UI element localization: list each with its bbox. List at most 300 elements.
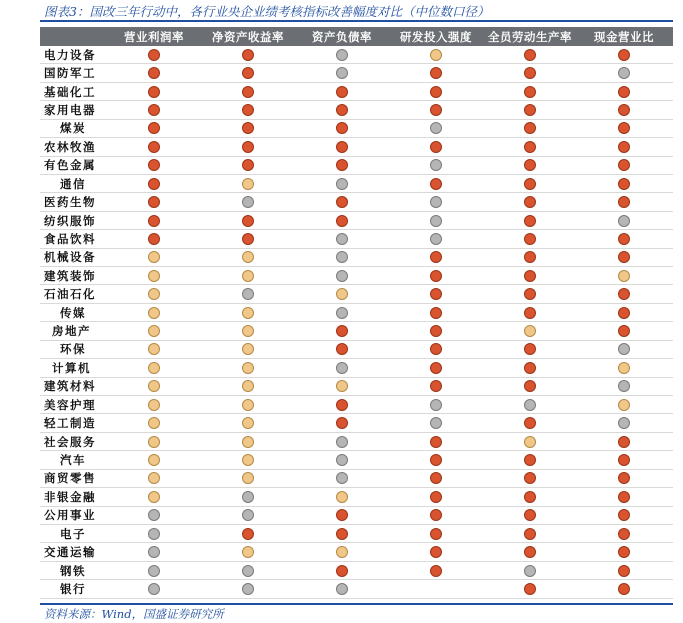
rating-cell [295,159,389,171]
rating-cell [201,362,295,374]
rating-cell [201,399,295,411]
row-label: 机械设备 [44,250,96,265]
rating-cell [295,49,389,61]
red-dot-icon [336,399,348,411]
red-dot-icon [148,49,160,61]
red-dot-icon [430,491,442,503]
gray-dot-icon [148,528,160,540]
rating-cell [201,67,295,79]
rating-cell [107,436,201,448]
red-dot-icon [242,215,254,227]
yellow-dot-icon [618,270,630,282]
rating-cell [389,491,483,503]
gray-dot-icon [430,122,442,134]
gray-dot-icon [336,49,348,61]
rating-cell [107,472,201,484]
rating-cell [295,343,389,355]
rating-cell [107,215,201,227]
red-dot-icon [524,343,536,355]
rating-cell [107,343,201,355]
red-dot-icon [430,307,442,319]
rating-cell [577,565,671,577]
rating-cell [201,122,295,134]
red-dot-icon [148,159,160,171]
row-label: 国防军工 [44,66,96,81]
rating-cell [483,215,577,227]
gray-dot-icon [242,288,254,300]
red-dot-icon [148,196,160,208]
gray-dot-icon [430,417,442,429]
rating-cell [107,454,201,466]
rating-cell [483,288,577,300]
rating-cell [295,104,389,116]
row-label: 传媒 [60,305,86,320]
red-dot-icon [148,141,160,153]
rating-cell [389,307,483,319]
red-dot-icon [430,141,442,153]
rating-cell [577,307,671,319]
gray-dot-icon [242,509,254,521]
gray-dot-icon [336,307,348,319]
rating-cell [295,565,389,577]
rating-cell [295,583,389,595]
table-row [40,249,673,267]
red-dot-icon [430,86,442,98]
rating-cell [201,215,295,227]
red-dot-icon [524,86,536,98]
header-col: 资产负债率 [312,29,372,44]
rating-cell [577,583,671,595]
red-dot-icon [618,233,630,245]
red-dot-icon [148,215,160,227]
red-dot-icon [148,233,160,245]
red-dot-icon [430,343,442,355]
red-dot-icon [524,509,536,521]
yellow-dot-icon [148,417,160,429]
rating-cell [577,472,671,484]
row-label: 建筑材料 [44,379,96,394]
row-label: 纺织服饰 [44,213,96,228]
table-row [40,470,673,488]
rating-cell [577,546,671,558]
red-dot-icon [618,472,630,484]
table-row [40,212,673,230]
red-dot-icon [524,251,536,263]
rating-cell [295,491,389,503]
source-note: 资料来源：Wind，国盛证券研究所 [44,607,224,621]
rating-cell [389,325,483,337]
indicator-table [40,27,673,599]
rating-cell [107,399,201,411]
header-col: 现金营业比 [594,29,654,44]
red-dot-icon [242,528,254,540]
red-dot-icon [524,362,536,374]
row-label: 社会服务 [44,434,96,449]
rating-cell [201,178,295,190]
row-label: 美容护理 [44,397,96,412]
rating-cell [389,251,483,263]
rating-cell [201,565,295,577]
gray-dot-icon [524,565,536,577]
red-dot-icon [336,565,348,577]
rating-cell [295,67,389,79]
row-label: 交通运输 [44,545,96,560]
rating-cell [201,436,295,448]
red-dot-icon [524,288,536,300]
table-body [40,46,673,599]
rating-cell [389,380,483,392]
rating-cell [107,528,201,540]
red-dot-icon [336,141,348,153]
rating-cell [389,215,483,227]
table-row [40,543,673,561]
rating-cell [295,307,389,319]
rating-cell [201,325,295,337]
row-label: 环保 [60,342,86,357]
rating-cell [201,454,295,466]
gray-dot-icon [524,399,536,411]
yellow-dot-icon [618,362,630,374]
rating-cell [295,362,389,374]
row-label: 非银金融 [44,489,96,504]
row-label: 电力设备 [44,47,96,62]
row-label: 石油石化 [44,287,96,302]
table-row [40,396,673,414]
red-dot-icon [336,159,348,171]
red-dot-icon [336,104,348,116]
red-dot-icon [524,583,536,595]
red-dot-icon [336,325,348,337]
table-row [40,230,673,248]
gray-dot-icon [430,399,442,411]
gray-dot-icon [336,472,348,484]
red-dot-icon [618,491,630,503]
rating-cell [389,270,483,282]
rating-cell [483,141,577,153]
rating-cell [577,196,671,208]
yellow-dot-icon [242,417,254,429]
rating-cell [389,67,483,79]
rating-cell [295,122,389,134]
red-dot-icon [336,215,348,227]
red-dot-icon [524,104,536,116]
yellow-dot-icon [148,399,160,411]
rating-cell [483,546,577,558]
rating-cell [483,67,577,79]
rating-cell [295,288,389,300]
rating-cell [389,141,483,153]
row-label: 汽车 [60,452,86,467]
red-dot-icon [430,380,442,392]
red-dot-icon [242,233,254,245]
yellow-dot-icon [148,454,160,466]
rating-cell [577,399,671,411]
rating-cell [201,86,295,98]
rating-cell [295,546,389,558]
red-dot-icon [618,141,630,153]
red-dot-icon [430,288,442,300]
red-dot-icon [336,417,348,429]
red-dot-icon [618,307,630,319]
figure-title: 图表3：国改三年行动中，各行业央企业绩考核指标改善幅度对比（中位数口径） [44,4,490,19]
table-row [40,83,673,101]
gray-dot-icon [242,565,254,577]
rating-cell [107,417,201,429]
rating-cell [107,362,201,374]
rating-cell [483,270,577,282]
table-row [40,46,673,64]
yellow-dot-icon [148,491,160,503]
rating-cell [483,233,577,245]
rating-cell [107,233,201,245]
gray-dot-icon [148,546,160,558]
red-dot-icon [618,159,630,171]
rating-cell [483,122,577,134]
rating-cell [577,454,671,466]
rating-cell [295,380,389,392]
yellow-dot-icon [242,178,254,190]
row-label: 有色金属 [44,158,96,173]
red-dot-icon [618,49,630,61]
gray-dot-icon [336,362,348,374]
red-dot-icon [618,528,630,540]
red-dot-icon [336,343,348,355]
yellow-dot-icon [242,251,254,263]
yellow-dot-icon [336,546,348,558]
row-label: 计算机 [52,360,91,375]
gray-dot-icon [148,583,160,595]
gray-dot-icon [430,215,442,227]
rating-cell [107,178,201,190]
row-label: 通信 [60,176,86,191]
rating-cell [107,86,201,98]
red-dot-icon [148,104,160,116]
gray-dot-icon [430,233,442,245]
rating-cell [577,49,671,61]
yellow-dot-icon [148,472,160,484]
table-row [40,285,673,303]
rating-cell [107,288,201,300]
rating-cell [483,509,577,521]
gray-dot-icon [336,454,348,466]
header-col: 全员劳动生产率 [488,29,572,44]
gray-dot-icon [336,270,348,282]
red-dot-icon [430,454,442,466]
red-dot-icon [524,233,536,245]
rating-cell [295,528,389,540]
rating-cell [483,159,577,171]
yellow-dot-icon [618,399,630,411]
rating-cell [201,472,295,484]
red-dot-icon [430,104,442,116]
gray-dot-icon [242,196,254,208]
rating-cell [577,67,671,79]
red-dot-icon [148,67,160,79]
rating-cell [389,509,483,521]
rating-cell [389,399,483,411]
bottom-rule [40,603,673,605]
row-label: 电子 [60,526,86,541]
rating-cell [389,454,483,466]
header-col: 营业利润率 [124,29,184,44]
rating-cell [483,491,577,503]
yellow-dot-icon [242,546,254,558]
row-label: 基础化工 [44,84,96,99]
rating-cell [389,233,483,245]
rating-cell [483,325,577,337]
rating-cell [107,251,201,263]
red-dot-icon [430,528,442,540]
gray-dot-icon [336,233,348,245]
red-dot-icon [430,270,442,282]
rating-cell [389,159,483,171]
rating-cell [107,141,201,153]
red-dot-icon [430,178,442,190]
row-label: 房地产 [52,324,91,339]
yellow-dot-icon [242,380,254,392]
rating-cell [201,49,295,61]
rating-cell [107,270,201,282]
rating-cell [577,122,671,134]
rating-cell [201,233,295,245]
table-row [40,488,673,506]
rating-cell [577,159,671,171]
rating-cell [483,472,577,484]
rating-cell [389,362,483,374]
red-dot-icon [524,472,536,484]
red-dot-icon [148,178,160,190]
red-dot-icon [430,67,442,79]
rating-cell [107,565,201,577]
red-dot-icon [430,472,442,484]
yellow-dot-icon [242,362,254,374]
rating-cell [201,251,295,263]
rating-cell [295,233,389,245]
rating-cell [577,233,671,245]
red-dot-icon [336,196,348,208]
rating-cell [107,49,201,61]
red-dot-icon [430,251,442,263]
red-dot-icon [524,546,536,558]
row-label: 家用电器 [44,102,96,117]
gray-dot-icon [242,491,254,503]
rating-cell [577,86,671,98]
red-dot-icon [618,251,630,263]
red-dot-icon [148,86,160,98]
rating-cell [201,159,295,171]
yellow-dot-icon [148,270,160,282]
rating-cell [295,436,389,448]
red-dot-icon [336,86,348,98]
red-dot-icon [618,325,630,337]
rating-cell [577,436,671,448]
yellow-dot-icon [430,49,442,61]
rating-cell [201,583,295,595]
rating-cell [107,196,201,208]
yellow-dot-icon [242,454,254,466]
rating-cell [483,528,577,540]
rating-cell [389,288,483,300]
red-dot-icon [430,546,442,558]
rating-cell [295,141,389,153]
top-rule [40,20,673,22]
rating-cell [483,380,577,392]
table-row [40,64,673,82]
rating-cell [201,270,295,282]
red-dot-icon [242,86,254,98]
rating-cell [577,325,671,337]
rating-cell [483,583,577,595]
yellow-dot-icon [242,270,254,282]
rating-cell [389,49,483,61]
yellow-dot-icon [524,436,536,448]
gray-dot-icon [336,251,348,263]
rating-cell [389,178,483,190]
row-label: 农林牧渔 [44,139,96,154]
row-label: 食品饮料 [44,231,96,246]
table-row [40,157,673,175]
row-label: 银行 [60,581,86,596]
rating-cell [201,104,295,116]
gray-dot-icon [618,343,630,355]
table-row [40,304,673,322]
rating-cell [201,380,295,392]
row-label: 建筑装饰 [44,268,96,283]
rating-cell [201,528,295,540]
red-dot-icon [242,159,254,171]
rating-cell [295,454,389,466]
gray-dot-icon [336,583,348,595]
yellow-dot-icon [242,343,254,355]
red-dot-icon [242,141,254,153]
yellow-dot-icon [148,343,160,355]
rating-cell [577,215,671,227]
rating-cell [389,343,483,355]
table-row [40,378,673,396]
yellow-dot-icon [242,325,254,337]
rating-cell [389,122,483,134]
red-dot-icon [524,67,536,79]
red-dot-icon [242,122,254,134]
rating-cell [295,417,389,429]
rating-cell [107,509,201,521]
row-label: 医药生物 [44,195,96,210]
table-row [40,267,673,285]
gray-dot-icon [336,436,348,448]
rating-cell [577,491,671,503]
rating-cell [389,196,483,208]
rating-cell [483,196,577,208]
table-row [40,175,673,193]
red-dot-icon [524,270,536,282]
yellow-dot-icon [148,288,160,300]
row-label: 煤炭 [60,121,86,136]
red-dot-icon [618,104,630,116]
rating-cell [107,104,201,116]
gray-dot-icon [430,159,442,171]
rating-cell [295,178,389,190]
rating-cell [201,546,295,558]
rating-cell [201,509,295,521]
red-dot-icon [524,49,536,61]
rating-cell [295,472,389,484]
table-row [40,580,673,598]
red-dot-icon [524,141,536,153]
table-row [40,414,673,432]
red-dot-icon [430,436,442,448]
rating-cell [483,417,577,429]
rating-cell [107,380,201,392]
